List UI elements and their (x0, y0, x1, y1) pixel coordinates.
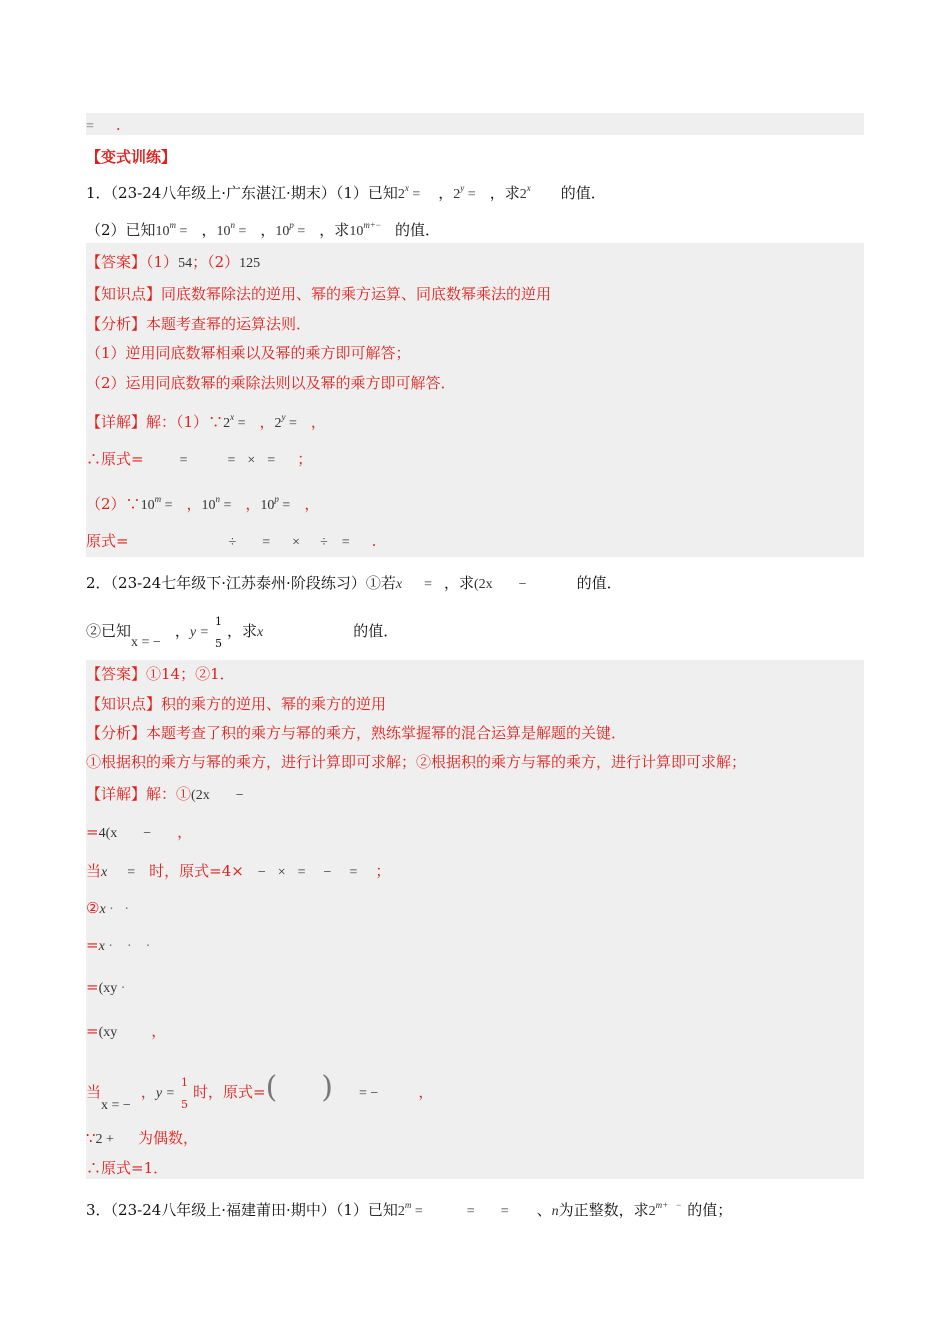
q1-analysis-1: （1）逆用同底数幂相乘以及幂的乘方即可解答； (86, 344, 411, 362)
q2-analysis: 【分析】本题考查了积的乘方与幂的乘方，熟练掌握幂的混合运算是解题的关键． (86, 724, 627, 742)
q1-line1: 1．（23-24八年级上·广东湛江·期末）（1）已知2$^x$ = ，2$^y$ = ，求2$^x$ 的值． (86, 183, 606, 202)
q1-line2: （2）已知$10^m$ = ，$10^n$ = ，$10^p$ = ，求$10^{m+-}$ 的值． (86, 220, 440, 239)
q2-knowledge: 【知识点】积的乘方的逆用、幂的乘方的逆用 (86, 695, 387, 713)
q1-answer: 【答案】（1）54；（2）125 (86, 253, 261, 271)
q2-answer: 【答案】①14；②1． (86, 665, 235, 683)
q1-number: 1． (86, 184, 111, 202)
q2-number: 2． (86, 574, 111, 592)
q1-detail-step2: （2）∵10$^m$ = ，10$^n$ = ，10$^p$ = ， (86, 494, 320, 513)
q3-source: （23-24八年级上·福建莆田·期中） (110, 1201, 336, 1219)
q2-step4: =x · · · (86, 936, 151, 954)
top-answer-band (86, 113, 864, 135)
q2-step5: =(xy · (86, 978, 126, 996)
section-label: 【变式训练】 (86, 148, 177, 166)
q1-detail-step1: ∴原式= = = × = ； (86, 450, 313, 468)
q2-source: （23-24七年级下·江苏泰州·阶段练习） (110, 574, 366, 592)
q2-analysis-1: ①根据积的乘方与幂的乘方，进行计算即可求解；②根据积的乘方与幂的乘方，进行计算即可求解； (86, 753, 747, 771)
q2-step6: =(xy ， (86, 1022, 167, 1040)
q1-analysis-2: （2）运用同底数幂的乘除法则以及幂的乘方即可解答． (86, 374, 456, 392)
top-fragment: = . (86, 116, 121, 134)
q1-detail: 【详解】解：（1）∵2$^x$ = ，2$^y$ = ， (86, 412, 326, 431)
q2-step8: ∵2 + 为偶数， (86, 1129, 198, 1147)
q1-source: （23-24八年级上·广东湛江·期末） (110, 184, 336, 202)
q2-step1: =4(x − ， (86, 823, 193, 841)
q2-step7: 当x = −，y = 1 5 时，原式=( ) = − ， (86, 1070, 434, 1113)
q2-detail: 【详解】解：①(2x − (86, 785, 244, 803)
q3-number: 3． (86, 1201, 111, 1219)
q1-analysis: 【分析】本题考查幂的运算法则． (86, 315, 312, 333)
q2-line1: 2．（23-24七年级下·江苏泰州·阶段练习）①若x = ，求(2x − 的值． (86, 574, 622, 592)
q1-knowledge: 【知识点】同底数幂除法的逆用、幂的乘方运算、同底数幂乘法的逆用 (86, 285, 552, 303)
q2-step9: ∴原式=1． (86, 1159, 169, 1177)
q2-step2: 当x = 时，原式=4× − × = − = ； (86, 862, 391, 880)
q3-line1: 3．（23-24八年级上·福建莆田·期中）（1）已知2$^m$ = = = 、n为正整数，求$2^{m+}$ − 的值； (86, 1200, 733, 1219)
q1-detail-step3: 原式= ÷ = × ÷ = . (86, 532, 377, 550)
q2-line2: ②已知x = −，y = 1 5 ，求x 的值． (86, 615, 399, 650)
q2-step3: ②x · · (86, 899, 129, 917)
